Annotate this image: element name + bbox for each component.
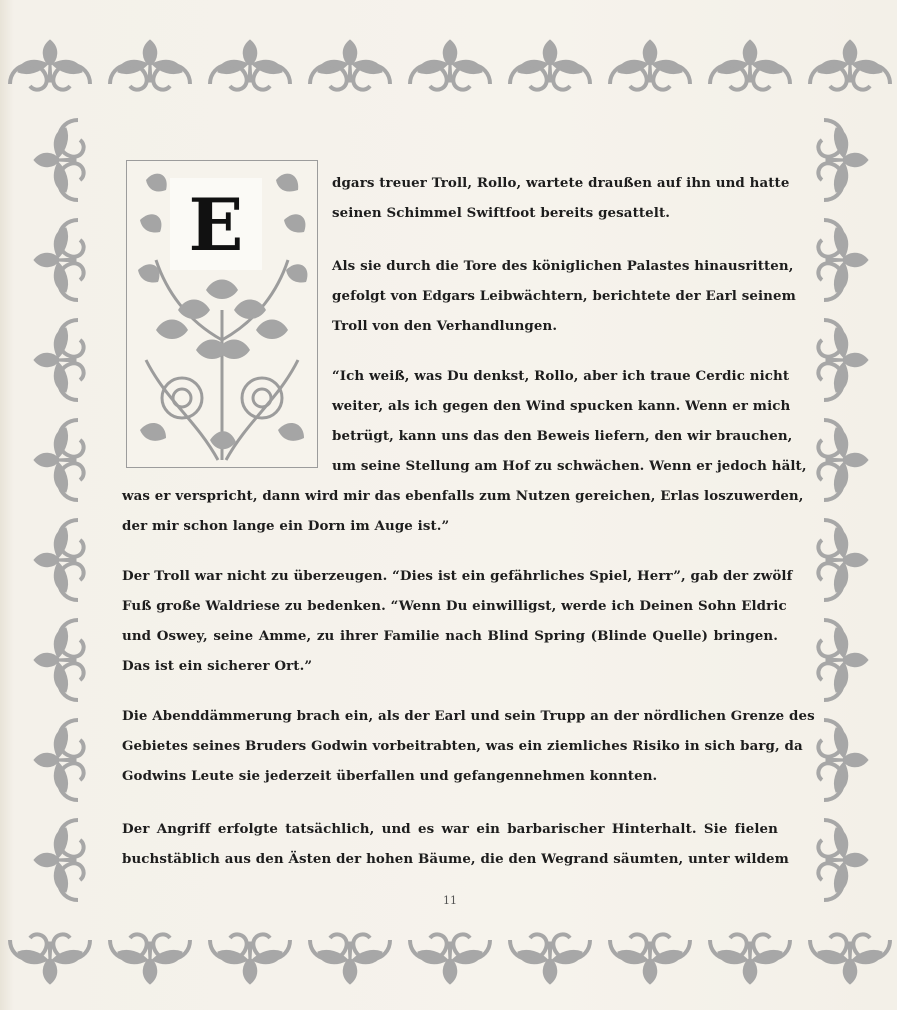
text-line: Der Troll war nicht zu überzeugen. “Dies ist ein gefährliches Spiel, Herr”, gab der zwölf bbox=[122, 568, 793, 584]
text-line: Das ist ein sicherer Ort.” bbox=[122, 658, 313, 674]
paragraph-1 bbox=[332, 168, 790, 228]
page-number: 11 bbox=[443, 894, 457, 907]
text-line: Als sie durch die Tore des königlichen Palastes hinausritten, bbox=[332, 258, 794, 274]
text-line: der mir schon lange ein Dorn im Auge ist.” bbox=[122, 518, 450, 534]
text-line: Gebietes seines Bruders Godwin vorbeitrabten, was ein ziemliches Risiko in sich barg, da bbox=[122, 738, 803, 754]
text-line: gefolgt von Edgars Leibwächtern, berichtete der Earl seinem bbox=[332, 288, 796, 304]
drop-cap-letter: E bbox=[170, 178, 262, 270]
text-line: dgars treuer Troll, Rollo, wartete draußen auf ihn und hatte bbox=[332, 175, 790, 191]
text-line: was er verspricht, dann wird mir das ebenfalls zum Nutzen gereichen, Erlas loszuwerden, bbox=[122, 488, 804, 504]
text-line: “Ich weiß, was Du denkst, Rollo, aber ich traue Cerdic nicht bbox=[332, 368, 790, 384]
paragraph-6 bbox=[122, 814, 789, 874]
text-line: buchstäblich aus den Ästen der hohen Bäume, die den Wegrand säumten, unter wildem bbox=[122, 851, 789, 867]
text-line: Godwins Leute sie jederzeit überfallen und gefangennehmen konnten. bbox=[122, 768, 658, 784]
text-line: Fuß große Waldriese zu bedenken. “Wenn Du einwilligst, werde ich Deinen Sohn Eldric bbox=[122, 598, 787, 614]
text-line: und Oswey, seine Amme, zu ihrer Familie nach Blind Spring (Blinde Quelle) bringen. bbox=[122, 628, 778, 644]
text-line: Der Angriff erfolgte tatsächlich, und es war ein barbarischer Hinterhalt. Sie fielen bbox=[122, 821, 778, 837]
paragraph-3 bbox=[122, 361, 807, 541]
text-line: betrügt, kann uns das den Beweis liefern, den wir brauchen, bbox=[332, 428, 793, 444]
paragraph-2 bbox=[332, 251, 796, 341]
paragraph-4 bbox=[122, 561, 793, 681]
text-line: um seine Stellung am Hof zu schwächen. Wenn er jedoch hält, bbox=[332, 458, 807, 474]
text-block bbox=[122, 160, 815, 900]
text-line: seinen Schimmel Swiftfoot bereits gesattelt. bbox=[332, 205, 671, 221]
paragraph-5 bbox=[122, 701, 815, 791]
text-line: Troll von den Verhandlungen. bbox=[332, 318, 558, 334]
text-line: Die Abenddämmerung brach ein, als der Earl und sein Trupp an der nördlichen Grenze des bbox=[122, 708, 815, 724]
text-line: weiter, als ich gegen den Wind spucken kann. Wenn er mich bbox=[332, 398, 791, 414]
